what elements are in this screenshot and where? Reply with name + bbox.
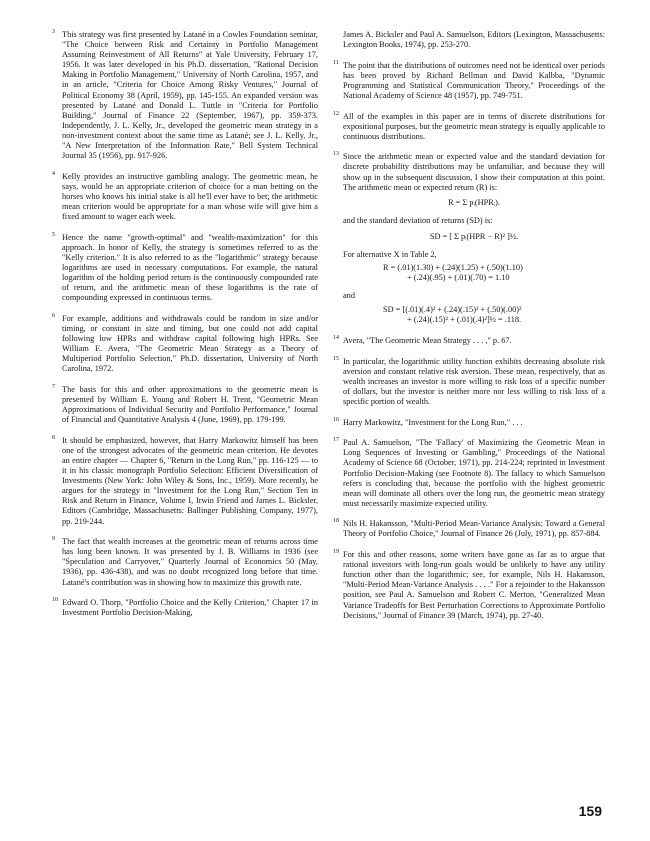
footnote-6 <box>50 314 318 375</box>
footnote-10 <box>50 598 318 618</box>
footnote-text: Avera, "The Geometric Mean Strategy . . . ," p. 67. <box>343 336 512 346</box>
footnote-16 <box>331 418 605 428</box>
footnote-marker: 13 <box>333 151 339 158</box>
footnote-15 <box>331 357 605 407</box>
footnote-11 <box>331 61 605 101</box>
footnote-marker: 12 <box>333 110 339 117</box>
equation-sd-line-2: + (.24)(.15)² + (.01)(.4)²]½ = .118. <box>407 315 522 325</box>
footnote-13 <box>331 152 605 325</box>
sd-intro: and the standard deviation of returns (SD) is: <box>343 215 493 225</box>
footnote-marker: 3 <box>52 29 55 35</box>
footnote-marker: 6 <box>52 312 55 319</box>
footnote-19 <box>331 550 605 621</box>
footnote-text: Edward O. Thorp, "Portfolio Choice and the Kelly Criterion," Chapter 17 in Investment Portfolio Decision-Making, <box>62 598 318 618</box>
footnote-marker: 14 <box>333 335 339 342</box>
footnote-17 <box>331 438 605 509</box>
footnote-3 <box>50 30 318 161</box>
footnote-marker: 9 <box>52 536 55 543</box>
footnote-marker: 4 <box>52 170 55 177</box>
footnote-12 <box>331 112 605 142</box>
footnote-text: Paul A. Samuelson, "The 'Fallacy' of Maximizing the Geometric Mean in Long Sequences of Investing or Gambling," Proceedings of the National Academy of Science 68 (October, 1971), pp. 214-224; reprinted in Investment Portfolio Decision-Making (see Footnote 8). The fallacy to which Samuelson refers is concluding that, because the portfolio with the highest geometric mean will dominate all others over the long run, the geometric mean strategy must necessarily maximize expected utility. <box>343 438 605 508</box>
footnote-marker: 8 <box>52 434 55 441</box>
footnote-8 <box>50 436 318 527</box>
footnote-marker: 16 <box>333 416 339 423</box>
footnote-marker: 11 <box>333 59 339 66</box>
footnote-marker: 10 <box>52 597 58 604</box>
footnote-marker: 15 <box>333 355 339 362</box>
footnote-marker: 19 <box>333 549 339 556</box>
footnote-text: James A. Bicksler and Paul A. Samuelson, Editors (Lexington, Massachusetts: Lexington Books, 1974), pp. 253-270. <box>343 30 605 50</box>
and-label: and <box>343 291 355 301</box>
footnote-18 <box>331 519 605 539</box>
footnote-text: It should be emphasized, however, that Harry Markowitz himself has been one of the strongest advocates of the geometric mean criterion. He devotes an entire chapter — Chapter 6, "Return in the Long Run," pp. 116-125 — to it in his classic monograph Portfolio Selection: Efficient Diversification of Investments (New York: John Wiley & Sons, Inc., 1959). More recently, he argues for the strategy in "Investment for the Long Run," Section Ten in Risk and Return in Finance, Volume I, Irwin Friend and James L. Bicksler, Editors (Cambridge, Massachusetts: Ballinger Publishing Company, 1977), pp. 219-244. <box>62 435 318 526</box>
footnote-5 <box>50 233 318 304</box>
footnote-4 <box>50 172 318 222</box>
footnote-text: Hence the name "growth-optimal" and "wealth-maximization" for this approach. In honor of Kelly, the strategy is sometimes referred to as the "Kelly criterion." It is also referred to as the "logarithmic" strategy because logarithms are used in necessary computations. For example, the natural logarithm of the holding period return is the continuously compounded rate of return, and the arithmetic mean of these logarithms is the rate of compounding expressed in continuous terms. <box>62 232 318 303</box>
footnote-text: Nils H. Hakansson, "Multi-Period Mean-Variance Analysis: Toward a General Theory of Portfolio Choice," Journal of Finance 26 (July, 1971), pp. 857-884. <box>343 519 605 539</box>
footnote-text: The basis for this and other approximations to the geometric mean is presented by William E. Young and Robert H. Trent, "Geometric Mean Approximations of Individual Security and Portfolio Performance," Journal of Financial and Quantitative Analysis 4 (June, 1969), pp. 179-199. <box>62 384 318 425</box>
footnote-text: In particular, the logarithmic utility function exhibits decreasing absolute risk aversion and constant relative risk aversion. These mean, respectively, that as wealth increases an investor is more willing to risk loss of a specific number of dollars, but the investor is neither more nor less willing to risk loss of a specific portion of wealth. <box>343 356 605 407</box>
footnote-text: Since the arithmetic mean or expected value and the standard deviation for discrete probability distributions may be unfamiliar, and because they will show up in the subsequent discussion, I show their computation at this point. The arithmetic mean or expected return (R) is: <box>343 152 605 192</box>
equation-standard-deviation: SD = [ Σ pᵢ(HPR − R)² ]½. <box>429 231 519 241</box>
footnote-14 <box>331 336 605 346</box>
footnote-marker: 17 <box>333 437 339 444</box>
page-number: 159 <box>578 803 602 819</box>
right-column <box>331 30 605 631</box>
footnote-10-continued <box>331 30 605 50</box>
equation-r-line-1: R = (.01)(1.30) + (.24)(1.25) + (.50)(1.10) <box>383 263 523 273</box>
footnote-9 <box>50 537 318 587</box>
footnote-text: For example, additions and withdrawals could be random in size and/or timing, or constant in size and timing, but one could not add capital following low HPRs and withdraw capital following high HPRs. See William E. Avera, "The Geometric Mean Strategy as a Theory of Multiperiod Portfolio Selection," Ph.D. dissertation, University of North Carolina, 1972. <box>62 313 318 374</box>
footnote-7 <box>50 385 318 425</box>
footnote-marker: 18 <box>333 518 339 525</box>
footnote-text: All of the examples in this paper are in terms of discrete distributions for expositional purposes, but the geometric mean strategy is equally applicable to continuous distributions. <box>343 111 605 141</box>
equation-mean: R = Σ pᵢ(HPRᵢ). <box>448 197 500 207</box>
alternative-x-intro: For alternative X in Table 2, <box>343 250 437 259</box>
footnote-text: The point that the distributions of outcomes need not be identical over periods has been proved by Richard Bellman and David Kalbba, "Dynamic Programming and Statistical Communication Theory," Proceedings of the National Academy of Science 48 (1957), pp. 749-751. <box>343 60 605 100</box>
footnote-marker: 7 <box>52 383 55 390</box>
footnote-text: Kelly provides an instructive gambling analogy. The geometric mean, he says, would be an appropriate criterion of choice for a man betting on the horses who knows his initial stake is all he'll ever have to bet; the arithmetic mean criterion would be appropriate for a man whose wife will give him a fixed amount to wager each week. <box>62 171 318 222</box>
footnote-marker: 5 <box>52 231 55 238</box>
equation-r-line-2: + (.24)(.95) + (.01)(.70) = 1.10 <box>407 273 510 283</box>
left-column <box>50 30 318 629</box>
footnote-text: For this and other reasons, some writers have gone as far as to argue that rational investors with long-run goals would be unlikely to have any utility function other than the logarithmic; see, for example, Nils H. Hakansson, "Multi-Period Mean-Variance Analysis . . . ." For a rejoinder to the Hakansson position, see Paul A. Samuelson and Robert C. Merton, "Generalized Mean Variance Tradeoffs for Best Perturbation Corrections to Approximate Portfolio Decisions," Journal of Finance 39 (March, 1974), pp. 27-40. <box>343 550 605 620</box>
footnote-text: This strategy was first presented by Latané in a Cowles Foundation seminar, "The Choice between Risk and Certainty in Portfolio Management Assuming Reinvestment of All Returns" at Yale University, February 17, 1956. It was later developed in his Ph.D. dissertation, "Rational Decision Making in Portfolio Management," University of North Carolina, 1957, and in an article, "Criteria for Choice Among Risky Ventures," Journal of Political Economy 38 (April, 1959), pp. 145-155. An expanded version was presented by Latané and Donald L. Tuttle in "Criteria for Portfolio Building," Journal of Finance 22 (September, 1967), pp. 359-373. Independently, J. L. Kelly, Jr., developed the geometric mean strategy in a non-investment context about the same time as Latané; see J. L. Kelly, Jr., "A New Interpretation of the Information Rate," Bell System Technical Journal 35 (1956), pp. 917-926. <box>62 30 318 161</box>
footnote-text: Harry Markowitz, "Investment for the Long Run," . . . <box>343 417 523 427</box>
footnote-text: The fact that wealth increases at the geometric mean of returns across time has long been known. It was presented by J. B. Williams in 1936 (see "Speculation and Carryover," Quarterly Journal of Economics 50 (May, 1936), pp. 436-438), and was no doubt recognized long before that time. Latané's contribution was in showing how to maximize this growth rate. <box>62 537 318 587</box>
equation-sd-line-1: SD = [(.01)(.4)² + (.24)(.15)² + (.50)(.00)² <box>383 305 522 315</box>
